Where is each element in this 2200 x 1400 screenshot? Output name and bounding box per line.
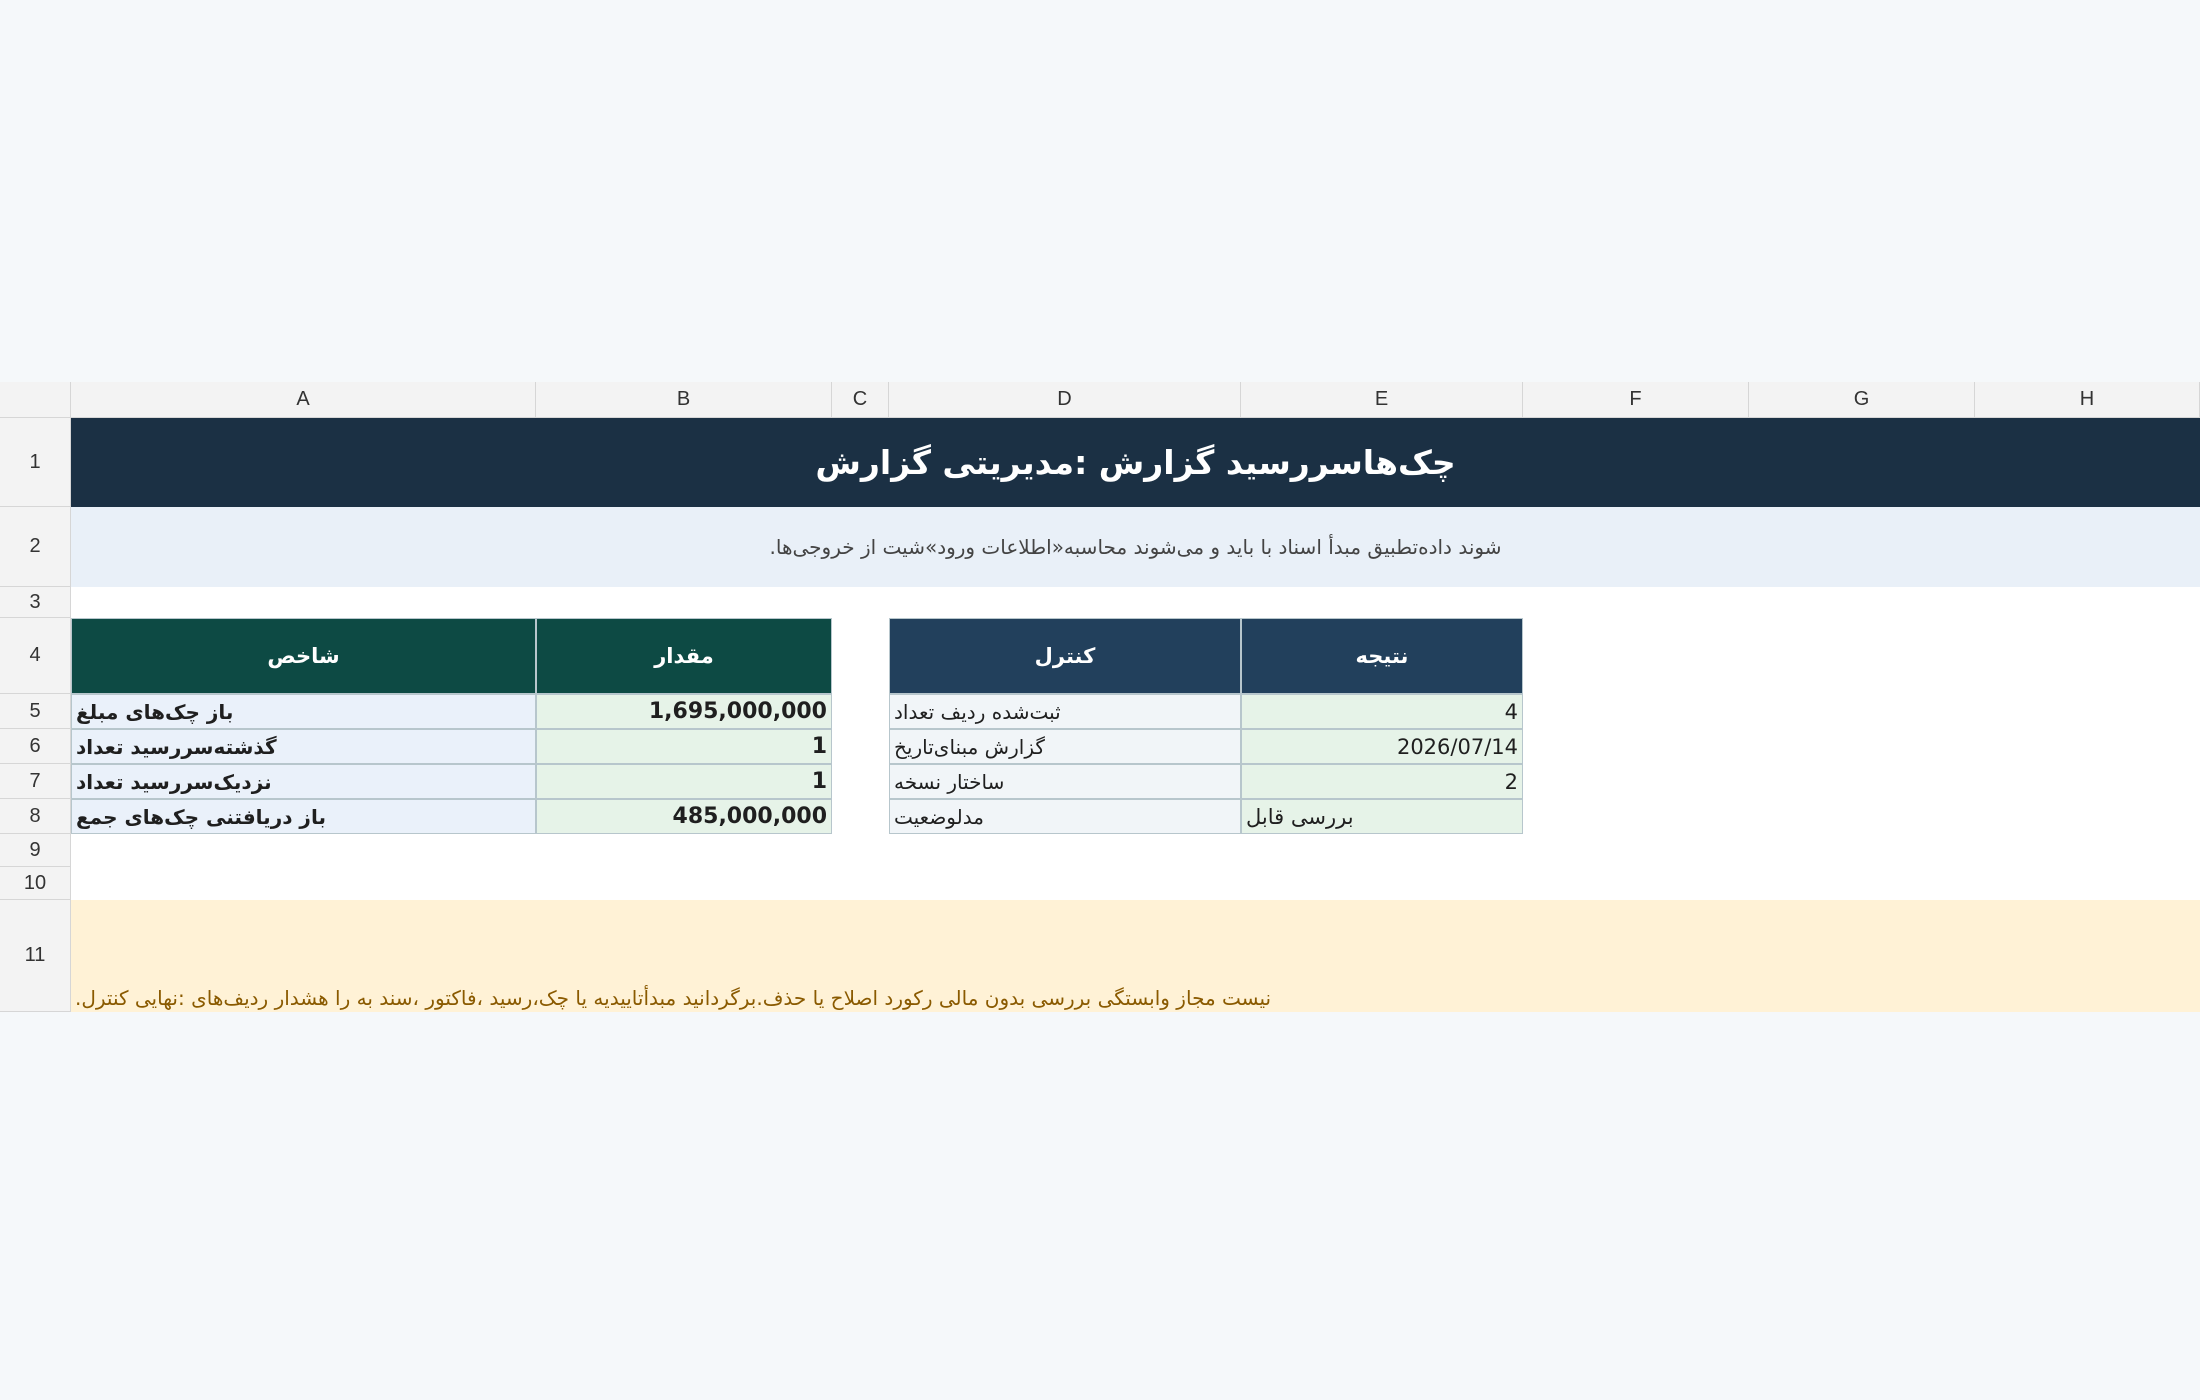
kpi-value-cell[interactable]: 485,000,000: [536, 799, 832, 834]
kpi-header-value[interactable]: مقدار: [536, 618, 832, 694]
kpi-value-cell[interactable]: 1,695,000,000: [536, 694, 832, 729]
row-header-9[interactable]: 9: [0, 834, 71, 867]
row-4: [0, 618, 2200, 694]
row-8: [0, 799, 2200, 834]
column-header-e[interactable]: E: [1241, 382, 1523, 418]
column-header-g[interactable]: G: [1749, 382, 1975, 418]
row-header-4[interactable]: 4: [0, 618, 71, 694]
column-header-c[interactable]: C: [832, 382, 889, 418]
row-7: [0, 764, 2200, 799]
report-title[interactable]: چک‌هاسررسید گزارش :مدیریتی گزارش: [71, 418, 2200, 507]
row-header-2[interactable]: 2: [0, 507, 71, 587]
column-header-row: [0, 382, 2200, 418]
control-header-result[interactable]: نتیجه: [1241, 618, 1523, 694]
control-value-cell[interactable]: بررسی قابل: [1241, 799, 1523, 834]
row-2: [0, 507, 2200, 587]
row-10: [0, 867, 2200, 900]
row-3: [0, 587, 2200, 618]
row-header-1[interactable]: 1: [0, 418, 71, 507]
column-header-f[interactable]: F: [1523, 382, 1749, 418]
row-5: [0, 694, 2200, 729]
control-label-cell[interactable]: گزارش مبنای‌تاریخ: [889, 729, 1241, 764]
control-value-cell[interactable]: 4: [1241, 694, 1523, 729]
report-subtitle[interactable]: .شوند داده‌تطبیق مبدأ اسناد با باید و می‌شوند محاسبه«اطلاعات ورود»شیت از خروجی‌ها: [71, 507, 2200, 587]
row-header-3[interactable]: 3: [0, 587, 71, 618]
row-header-10[interactable]: 10: [0, 867, 71, 900]
row-header-6[interactable]: 6: [0, 729, 71, 764]
row-header-5[interactable]: 5: [0, 694, 71, 729]
column-header-d[interactable]: D: [889, 382, 1241, 418]
kpi-value-cell[interactable]: 1: [536, 729, 832, 764]
row-6: [0, 729, 2200, 764]
kpi-label-cell[interactable]: باز چک‌های مبلغ: [71, 694, 536, 729]
row-1: [0, 418, 2200, 507]
kpi-label-cell[interactable]: نزدیک‌سررسید تعداد: [71, 764, 536, 799]
select-all-corner[interactable]: [0, 382, 71, 418]
final-control-note[interactable]: .نیست مجاز وابستگی بررسی بدون مالی رکورد اصلاح یا حذف.برگردانید مبدأتاییدیه یا چک،رسید ،فاکتور ،سند به را هشدار ردیف‌های :نهایی کنترل: [71, 900, 2200, 1012]
column-header-h[interactable]: H: [1975, 382, 2200, 418]
row-header-11[interactable]: 11: [0, 900, 71, 1012]
control-value-cell[interactable]: 2: [1241, 764, 1523, 799]
control-label-cell[interactable]: ثبت‌شده ردیف تعداد: [889, 694, 1241, 729]
column-header-a[interactable]: A: [71, 382, 536, 418]
kpi-header-label[interactable]: شاخص: [71, 618, 536, 694]
row-header-7[interactable]: 7: [0, 764, 71, 799]
kpi-value-cell[interactable]: 1: [536, 764, 832, 799]
control-label-cell[interactable]: ساختار نسخه: [889, 764, 1241, 799]
column-header-b[interactable]: B: [536, 382, 832, 418]
row-header-8[interactable]: 8: [0, 799, 71, 834]
row-11: [0, 900, 2200, 1012]
kpi-label-cell[interactable]: باز دریافتنی چک‌های جمع: [71, 799, 536, 834]
control-value-cell[interactable]: 2026/07/14: [1241, 729, 1523, 764]
control-header-label[interactable]: کنترل: [889, 618, 1241, 694]
kpi-label-cell[interactable]: گذشته‌سررسید تعداد: [71, 729, 536, 764]
control-label-cell[interactable]: مدلوضعیت: [889, 799, 1241, 834]
row-9: [0, 834, 2200, 867]
